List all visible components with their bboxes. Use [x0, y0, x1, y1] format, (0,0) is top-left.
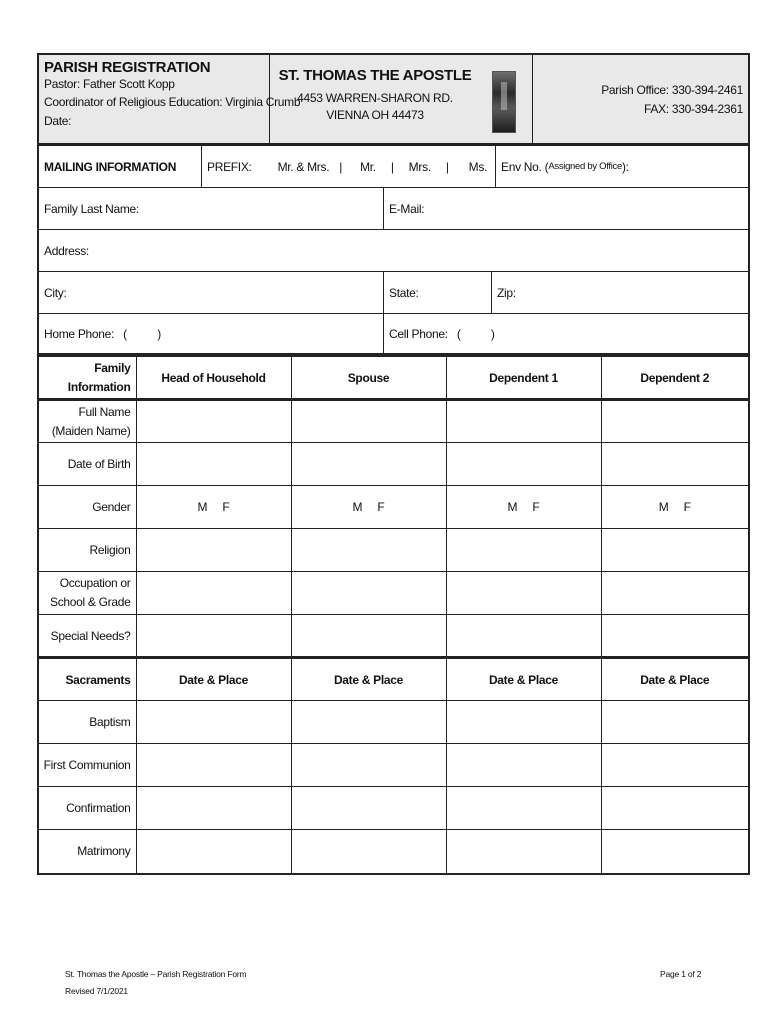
prefix-field[interactable]	[201, 146, 495, 187]
date-place-header: Date & Place	[446, 658, 601, 701]
col-dependent-2: Dependent 2	[601, 357, 748, 400]
prefix-sep: |	[445, 159, 449, 174]
input-cell[interactable]	[601, 529, 748, 572]
input-cell[interactable]	[446, 443, 601, 486]
address-row	[39, 230, 748, 272]
city-field[interactable]: City:	[44, 285, 67, 300]
gender-options[interactable]: M F	[446, 486, 601, 529]
input-cell[interactable]	[601, 615, 748, 658]
form-title: PARISH REGISTRATION	[44, 59, 211, 76]
env-close: ):	[621, 159, 629, 174]
input-cell[interactable]	[291, 615, 446, 658]
input-cell[interactable]	[291, 830, 446, 873]
gender-options[interactable]: M F	[136, 486, 291, 529]
table-row-dob	[39, 443, 748, 486]
state-field[interactable]: State:	[383, 272, 491, 313]
input-cell[interactable]	[136, 701, 291, 744]
registration-form	[37, 53, 750, 875]
input-cell[interactable]	[601, 830, 748, 873]
family-information-table	[39, 356, 748, 873]
maiden-name-label: (Maiden Name)	[51, 423, 131, 438]
coordinator-line: Coordinator of Religious Education: Virginia Crumb	[44, 95, 301, 109]
row-label-dob: Date of Birth	[39, 443, 136, 486]
date-place-header: Date & Place	[601, 658, 748, 701]
input-cell[interactable]	[446, 787, 601, 830]
prefix-sep: |	[339, 159, 343, 174]
input-cell[interactable]	[601, 744, 748, 787]
table-row-confirmation	[39, 787, 748, 830]
occupation-label: Occupation or	[59, 576, 131, 590]
name-email-row	[39, 188, 748, 230]
input-cell[interactable]	[291, 400, 446, 443]
row-label-matrimony: Matrimony	[39, 830, 136, 873]
col-dependent-1: Dependent 1	[446, 357, 601, 400]
home-phone-field[interactable]: Home Phone: ( )	[44, 326, 161, 341]
prefix-option-mrs[interactable]: Mrs.	[408, 159, 431, 174]
row-label-full-name	[39, 400, 136, 443]
row-label-occupation	[39, 572, 136, 615]
input-cell[interactable]	[446, 529, 601, 572]
table-row-baptism	[39, 701, 748, 744]
church-name: ST. THOMAS THE APOSTLE	[278, 67, 472, 84]
pastor-line: Pastor: Father Scott Kopp	[44, 77, 175, 91]
col-spouse: Spouse	[291, 357, 446, 400]
input-cell[interactable]	[291, 744, 446, 787]
date-label[interactable]: Date:	[44, 114, 72, 128]
env-label: Env No. (	[501, 159, 549, 174]
footer-left	[65, 966, 246, 1000]
address-field[interactable]: Address:	[44, 243, 89, 258]
input-cell[interactable]	[601, 701, 748, 744]
form-header	[39, 55, 748, 146]
row-label-confirmation: Confirmation	[39, 787, 136, 830]
input-cell[interactable]	[446, 701, 601, 744]
env-note: Assigned by Office	[548, 161, 622, 172]
church-address-line1: 4453 WARREN-SHARON RD.	[297, 91, 453, 105]
parish-office-phone: Parish Office: 330-394-2461	[601, 83, 743, 97]
gender-options[interactable]: M F	[291, 486, 446, 529]
input-cell[interactable]	[136, 572, 291, 615]
header-left	[39, 55, 301, 143]
input-cell[interactable]	[136, 529, 291, 572]
family-table-header	[39, 357, 748, 400]
row-label-special-needs: Special Needs?	[39, 615, 136, 658]
mailing-info-row	[39, 146, 748, 188]
table-row-gender	[39, 486, 748, 529]
corner-line1: Family	[94, 360, 131, 375]
family-last-name-field[interactable]: Family Last Name:	[44, 201, 139, 216]
input-cell[interactable]	[136, 400, 291, 443]
full-name-label: Full Name	[78, 404, 131, 419]
input-cell[interactable]	[136, 830, 291, 873]
input-cell[interactable]	[136, 615, 291, 658]
church-photo	[492, 71, 516, 133]
sacraments-header-row	[39, 658, 748, 701]
header-church	[270, 55, 533, 143]
input-cell[interactable]	[601, 400, 748, 443]
table-row-first-communion	[39, 744, 748, 787]
phone-row	[39, 314, 748, 356]
email-field[interactable]: E-Mail:	[383, 188, 748, 229]
footer-revised: Revised 7/1/2021	[65, 986, 128, 996]
input-cell[interactable]	[136, 787, 291, 830]
table-row-religion	[39, 529, 748, 572]
col-head-of-household: Head of Household	[136, 357, 291, 400]
input-cell[interactable]	[446, 830, 601, 873]
input-cell[interactable]	[446, 744, 601, 787]
date-place-header: Date & Place	[136, 658, 291, 701]
prefix-label: PREFIX:	[207, 159, 252, 174]
input-cell[interactable]	[446, 615, 601, 658]
input-cell[interactable]	[136, 443, 291, 486]
cell-phone-field[interactable]: Cell Phone: ( )	[383, 314, 748, 353]
prefix-option-ms[interactable]: Ms.	[468, 159, 488, 174]
prefix-sep: |	[390, 159, 394, 174]
table-row-full-name	[39, 400, 748, 443]
input-cell[interactable]	[446, 572, 601, 615]
fax-number: FAX: 330-394-2361	[644, 102, 743, 116]
input-cell[interactable]	[136, 744, 291, 787]
row-label-baptism: Baptism	[39, 701, 136, 744]
table-row-special-needs	[39, 615, 748, 658]
row-label-first-communion: First Communion	[39, 744, 136, 787]
input-cell[interactable]	[291, 572, 446, 615]
envelope-number-field[interactable]	[495, 146, 748, 187]
input-cell[interactable]	[601, 572, 748, 615]
city-state-zip-row	[39, 272, 748, 314]
school-grade-label: School & Grade	[49, 595, 131, 609]
prefix-option-mr-mrs[interactable]: Mr. & Mrs.	[277, 159, 330, 174]
input-cell[interactable]	[446, 400, 601, 443]
prefix-option-mr[interactable]: Mr.	[360, 159, 376, 174]
input-cell[interactable]	[291, 701, 446, 744]
table-row-matrimony	[39, 830, 748, 873]
row-label-religion: Religion	[39, 529, 136, 572]
zip-field[interactable]: Zip:	[491, 272, 748, 313]
church-address-line2: VIENNA OH 44473	[326, 108, 424, 122]
input-cell[interactable]	[601, 787, 748, 830]
table-row-occupation	[39, 572, 748, 615]
footer-form-name: St. Thomas the Apostle – Parish Registration Form	[65, 969, 247, 979]
row-label-gender: Gender	[39, 486, 136, 529]
family-info-corner	[39, 357, 136, 400]
input-cell[interactable]	[291, 787, 446, 830]
header-contact	[533, 55, 748, 143]
sacraments-header: Sacraments	[39, 658, 136, 701]
corner-line2: Information	[67, 379, 131, 394]
input-cell[interactable]	[291, 529, 446, 572]
input-cell[interactable]	[601, 443, 748, 486]
input-cell[interactable]	[291, 443, 446, 486]
mailing-section-label: MAILING INFORMATION	[44, 159, 177, 174]
gender-options[interactable]: M F	[601, 486, 748, 529]
footer-page-number: Page 1 of 2	[660, 969, 702, 979]
date-place-header: Date & Place	[291, 658, 446, 701]
